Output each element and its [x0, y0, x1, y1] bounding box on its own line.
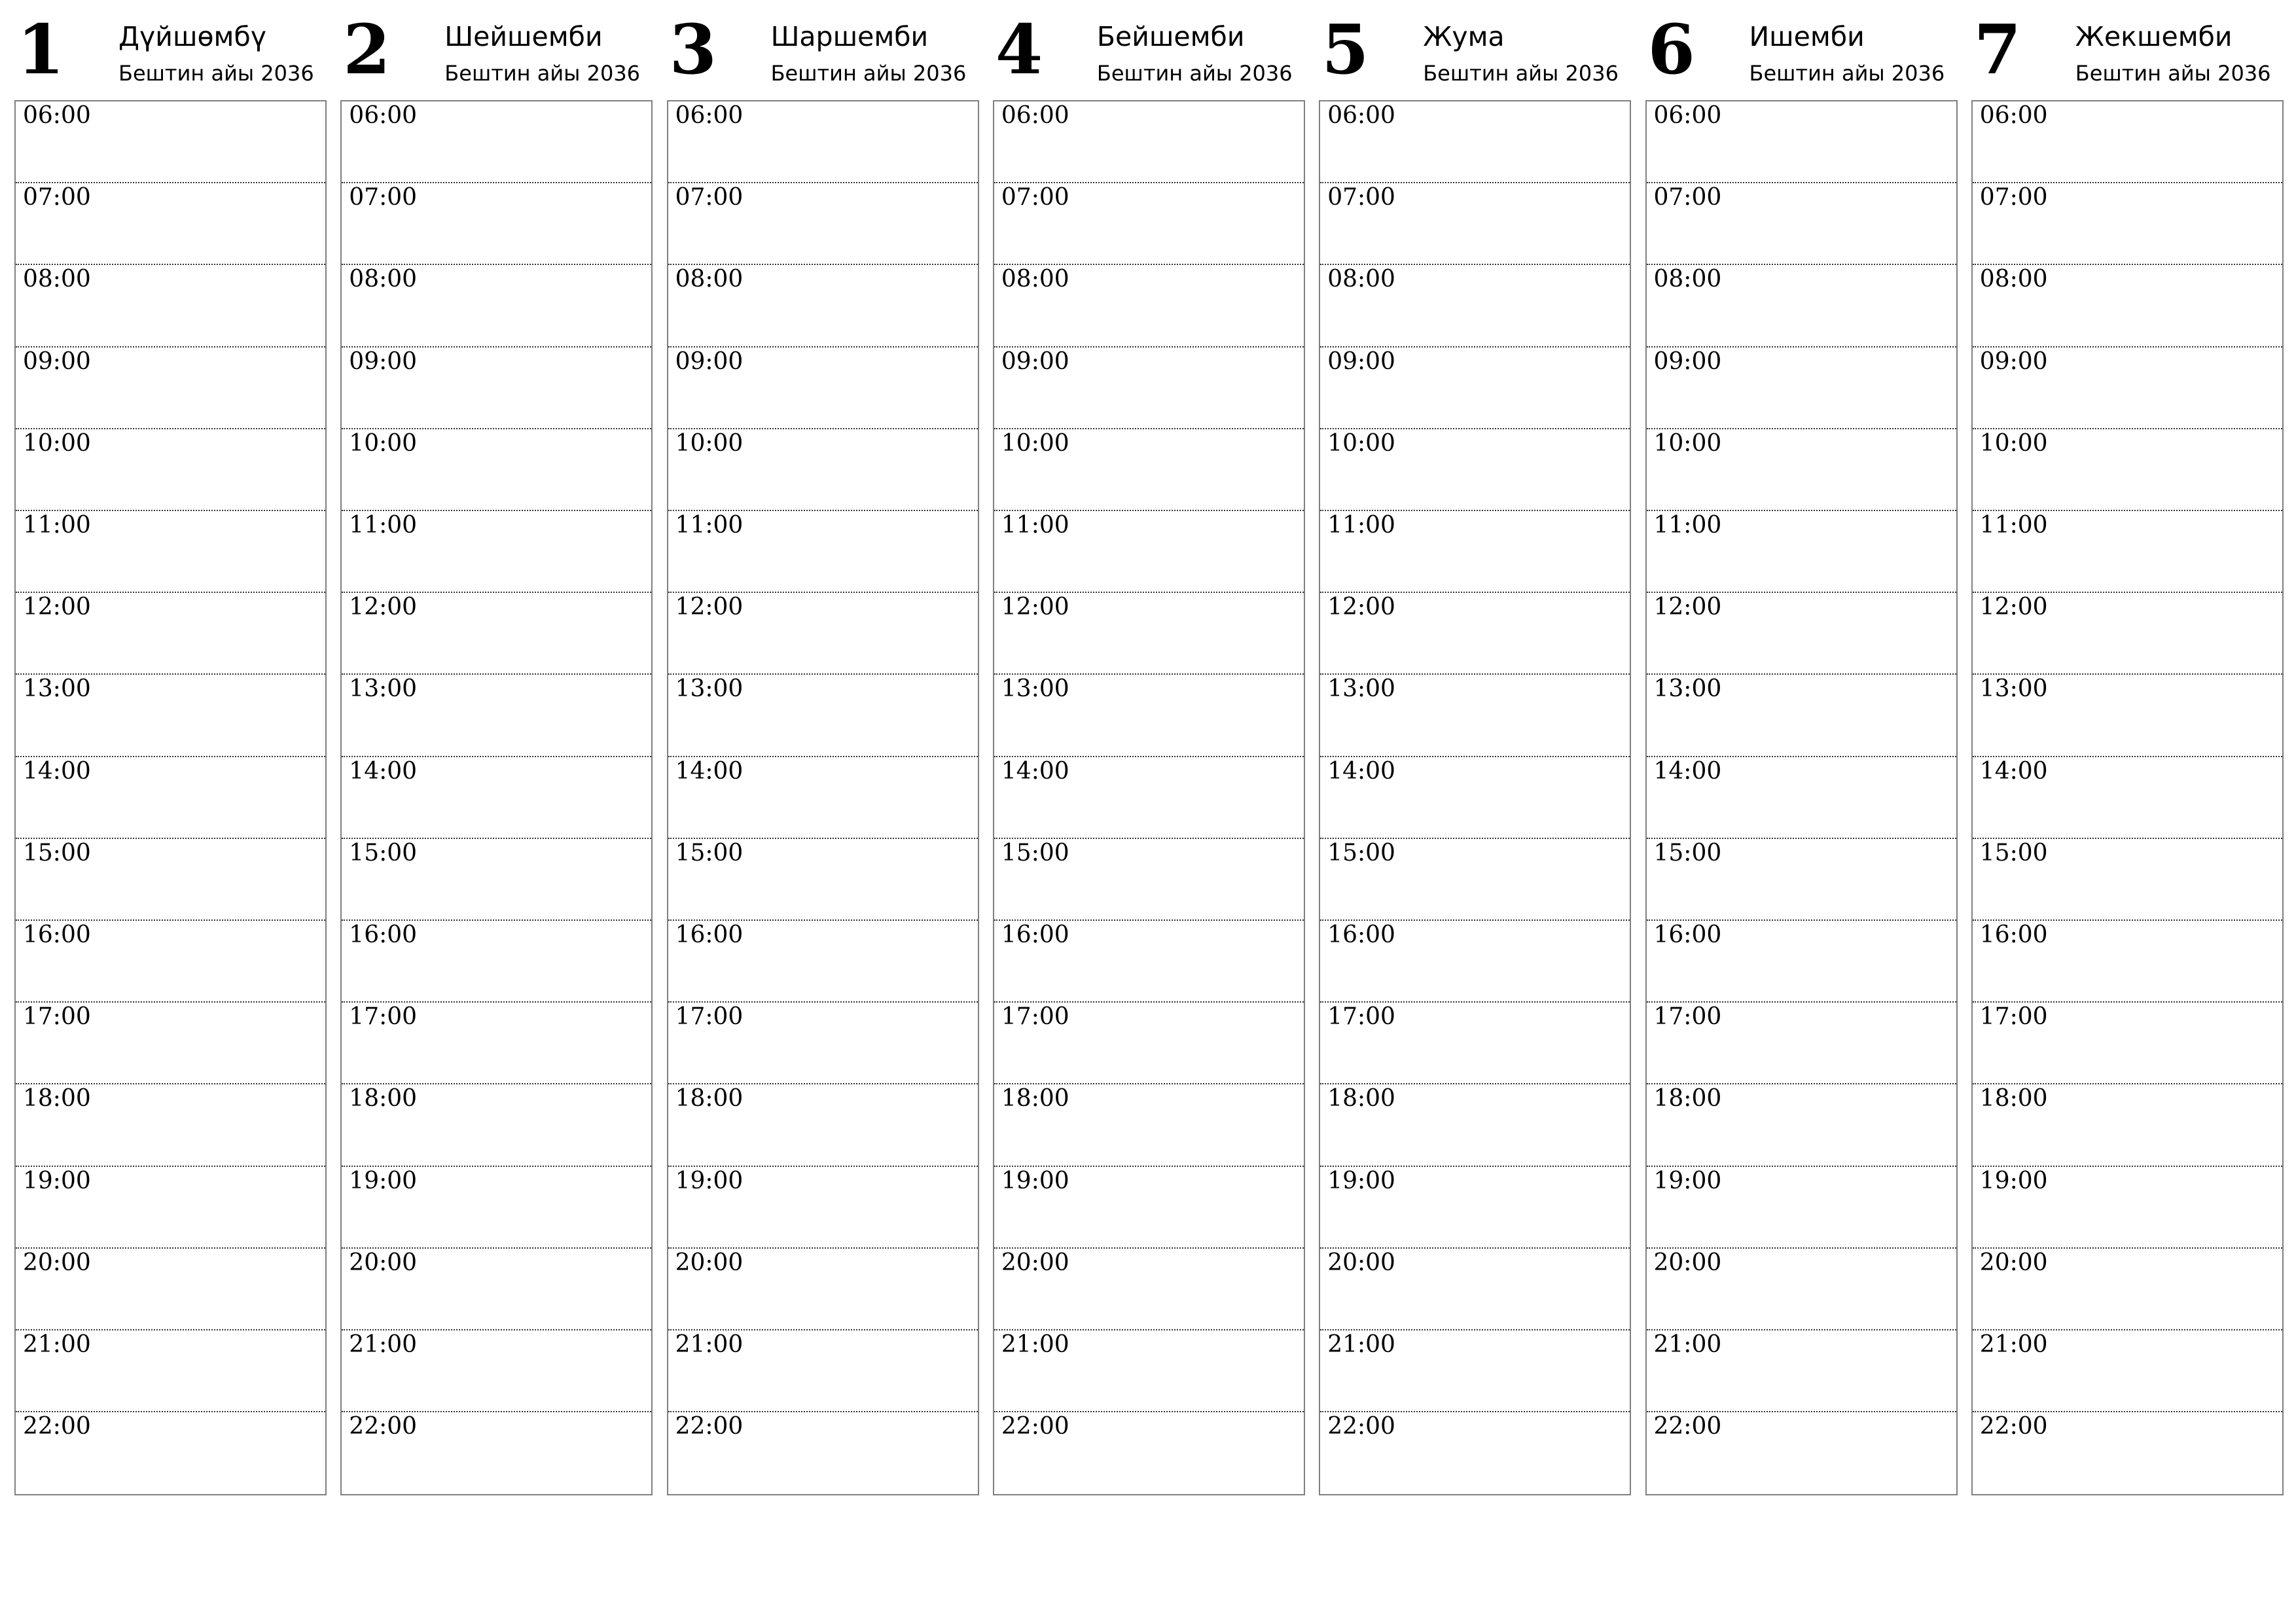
time-label: 09:00 [349, 348, 418, 375]
time-slot[interactable] [1320, 429, 1630, 511]
time-slot[interactable] [16, 921, 325, 1003]
time-slot[interactable] [1647, 1330, 1956, 1412]
time-label: 12:00 [349, 594, 418, 621]
time-slot[interactable] [16, 183, 325, 265]
time-slot[interactable] [342, 921, 651, 1003]
time-label: 16:00 [1979, 921, 2048, 948]
day-month-year: Бештин айы 2036 [1423, 61, 1619, 86]
time-slot[interactable] [1320, 265, 1630, 347]
time-label: 15:00 [1653, 839, 1722, 866]
time-label: 10:00 [349, 429, 418, 457]
time-slot[interactable] [668, 429, 978, 511]
time-label: 15:00 [675, 839, 744, 866]
time-label: 22:00 [1979, 1413, 2048, 1440]
time-slot[interactable] [1973, 101, 2282, 183]
time-label: 09:00 [675, 348, 744, 375]
time-label: 06:00 [1979, 102, 2048, 129]
time-label: 13:00 [1001, 675, 1069, 703]
time-label: 06:00 [1001, 102, 1069, 129]
time-label: 18:00 [1001, 1085, 1069, 1113]
time-slot[interactable] [1647, 183, 1956, 265]
time-slot[interactable] [16, 1003, 325, 1084]
time-label: 19:00 [1327, 1167, 1395, 1194]
day-number: 7 [1973, 9, 2022, 90]
time-label: 21:00 [1979, 1331, 2048, 1358]
time-label: 21:00 [1001, 1331, 1069, 1358]
time-slot[interactable] [668, 1167, 978, 1249]
time-label: 08:00 [349, 266, 418, 293]
time-slot[interactable] [668, 757, 978, 839]
time-slot[interactable] [342, 675, 651, 757]
time-label: 06:00 [349, 102, 418, 129]
time-slot[interactable] [1647, 1249, 1956, 1330]
time-slot[interactable] [668, 593, 978, 675]
time-slot[interactable] [668, 1249, 978, 1330]
time-label: 19:00 [349, 1167, 418, 1194]
time-label: 21:00 [349, 1331, 418, 1358]
time-slot[interactable] [1973, 1003, 2282, 1084]
time-label: 17:00 [1653, 1003, 1722, 1031]
time-slot[interactable] [994, 265, 1304, 347]
time-label: 17:00 [349, 1003, 418, 1031]
time-slot[interactable] [1973, 511, 2282, 593]
time-slot[interactable] [994, 1167, 1304, 1249]
day-month-year: Бештин айы 2036 [444, 61, 641, 86]
time-label: 14:00 [1001, 757, 1069, 785]
time-label: 12:00 [1001, 594, 1069, 621]
time-slot[interactable] [1647, 1412, 1956, 1494]
time-slot[interactable] [994, 101, 1304, 183]
time-label: 17:00 [23, 1003, 91, 1031]
time-slot[interactable] [16, 511, 325, 593]
time-label: 06:00 [675, 102, 744, 129]
time-label: 07:00 [1327, 184, 1395, 211]
time-label: 08:00 [1327, 266, 1395, 293]
time-slot[interactable] [1320, 511, 1630, 593]
day-schedule-box [1645, 100, 1958, 1495]
time-label: 11:00 [23, 512, 91, 539]
time-slot[interactable] [668, 511, 978, 593]
time-label: 10:00 [23, 429, 91, 457]
time-slot[interactable] [1647, 265, 1956, 347]
time-slot[interactable] [16, 429, 325, 511]
time-label: 15:00 [1001, 839, 1069, 866]
time-label: 20:00 [675, 1249, 744, 1276]
time-label: 09:00 [1327, 348, 1395, 375]
day-column [340, 0, 653, 1499]
time-slot[interactable] [1320, 1003, 1630, 1084]
time-label: 16:00 [1001, 921, 1069, 948]
time-slot[interactable] [16, 101, 325, 183]
time-label: 10:00 [1653, 429, 1722, 457]
time-slot[interactable] [1320, 839, 1630, 921]
time-slot[interactable] [342, 265, 651, 347]
time-slot[interactable] [1320, 348, 1630, 429]
day-number: 4 [995, 9, 1043, 90]
time-slot[interactable] [1973, 429, 2282, 511]
day-number: 6 [1647, 9, 1695, 90]
time-label: 20:00 [23, 1249, 91, 1276]
day-schedule-box [1971, 100, 2284, 1495]
time-label: 08:00 [1001, 266, 1069, 293]
time-label: 21:00 [675, 1331, 744, 1358]
time-slot[interactable] [1320, 921, 1630, 1003]
time-slot[interactable] [1973, 757, 2282, 839]
time-slot[interactable] [1973, 1167, 2282, 1249]
time-slot[interactable] [1647, 1084, 1956, 1166]
day-name: Бейшемби [1096, 21, 1245, 52]
time-label: 10:00 [1001, 429, 1069, 457]
time-label: 07:00 [349, 184, 418, 211]
time-slot[interactable] [16, 839, 325, 921]
day-schedule-box [340, 100, 653, 1495]
time-label: 19:00 [1979, 1167, 2048, 1194]
day-name: Ишемби [1749, 21, 1865, 52]
day-name: Жума [1423, 21, 1505, 52]
time-slot[interactable] [1320, 593, 1630, 675]
time-slot[interactable] [1320, 1084, 1630, 1166]
time-slot[interactable] [1320, 1249, 1630, 1330]
time-slot[interactable] [668, 675, 978, 757]
time-label: 11:00 [1327, 512, 1395, 539]
time-label: 20:00 [1001, 1249, 1069, 1276]
time-slot[interactable] [1647, 1003, 1956, 1084]
time-slot[interactable] [16, 1412, 325, 1494]
time-label: 15:00 [349, 839, 418, 866]
day-schedule-box [1319, 100, 1631, 1495]
time-label: 19:00 [23, 1167, 91, 1194]
day-column [993, 0, 1305, 1499]
time-slot[interactable] [342, 1249, 651, 1330]
time-slot[interactable] [342, 839, 651, 921]
time-slot[interactable] [16, 1167, 325, 1249]
time-label: 16:00 [1653, 921, 1722, 948]
time-slot[interactable] [994, 1330, 1304, 1412]
time-slot[interactable] [1647, 429, 1956, 511]
time-label: 07:00 [1653, 184, 1722, 211]
time-slot[interactable] [342, 757, 651, 839]
time-slot[interactable] [994, 348, 1304, 429]
time-label: 18:00 [1653, 1085, 1722, 1113]
time-label: 07:00 [1001, 184, 1069, 211]
time-label: 11:00 [1653, 512, 1722, 539]
time-label: 14:00 [1653, 757, 1722, 785]
time-slot[interactable] [1973, 265, 2282, 347]
time-slot[interactable] [994, 1084, 1304, 1166]
time-label: 09:00 [23, 348, 91, 375]
time-slot[interactable] [994, 593, 1304, 675]
time-slot[interactable] [342, 511, 651, 593]
time-label: 19:00 [675, 1167, 744, 1194]
time-label: 09:00 [1979, 348, 2048, 375]
time-label: 22:00 [675, 1413, 744, 1440]
time-label: 14:00 [23, 757, 91, 785]
time-slot[interactable] [16, 1084, 325, 1166]
time-slot[interactable] [994, 839, 1304, 921]
time-slot[interactable] [1973, 1412, 2282, 1494]
time-label: 21:00 [23, 1331, 91, 1358]
time-slot[interactable] [668, 183, 978, 265]
time-label: 10:00 [1327, 429, 1395, 457]
time-label: 20:00 [349, 1249, 418, 1276]
day-month-year: Бештин айы 2036 [770, 61, 967, 86]
time-slot[interactable] [1973, 839, 2282, 921]
time-slot[interactable] [668, 1330, 978, 1412]
time-slot[interactable] [668, 348, 978, 429]
time-slot[interactable] [16, 675, 325, 757]
day-number: 5 [1321, 9, 1369, 90]
time-label: 07:00 [1979, 184, 2048, 211]
time-label: 20:00 [1327, 1249, 1395, 1276]
time-label: 19:00 [1001, 1167, 1069, 1194]
time-slot[interactable] [1647, 511, 1956, 593]
time-label: 08:00 [23, 266, 91, 293]
time-slot[interactable] [16, 1330, 325, 1412]
time-label: 18:00 [23, 1085, 91, 1113]
time-label: 08:00 [675, 266, 744, 293]
time-label: 17:00 [1979, 1003, 2048, 1031]
time-label: 22:00 [349, 1413, 418, 1440]
time-label: 14:00 [1979, 757, 2048, 785]
time-slot[interactable] [994, 1249, 1304, 1330]
time-slot[interactable] [1320, 1412, 1630, 1494]
time-label: 11:00 [1979, 512, 2048, 539]
time-slot[interactable] [1320, 675, 1630, 757]
time-slot[interactable] [1647, 593, 1956, 675]
day-name: Жекшемби [2075, 21, 2233, 52]
time-label: 12:00 [675, 594, 744, 621]
time-label: 08:00 [1979, 266, 2048, 293]
time-label: 18:00 [1327, 1085, 1395, 1113]
time-label: 07:00 [675, 184, 744, 211]
day-schedule-box [993, 100, 1305, 1495]
time-label: 18:00 [349, 1085, 418, 1113]
time-label: 06:00 [1653, 102, 1722, 129]
time-slot[interactable] [994, 429, 1304, 511]
time-slot[interactable] [16, 593, 325, 675]
day-month-year: Бештин айы 2036 [1749, 61, 1945, 86]
time-slot[interactable] [668, 101, 978, 183]
time-slot[interactable] [342, 593, 651, 675]
time-label: 07:00 [23, 184, 91, 211]
time-label: 16:00 [1327, 921, 1395, 948]
time-label: 15:00 [1327, 839, 1395, 866]
day-column [14, 0, 327, 1499]
time-label: 15:00 [1979, 839, 2048, 866]
time-slot[interactable] [668, 1003, 978, 1084]
day-month-year: Бештин айы 2036 [1096, 61, 1293, 86]
time-label: 16:00 [23, 921, 91, 948]
time-slot[interactable] [1973, 1249, 2282, 1330]
time-label: 22:00 [1653, 1413, 1722, 1440]
time-label: 06:00 [1327, 102, 1395, 129]
time-label: 21:00 [1653, 1331, 1722, 1358]
day-number: 1 [17, 9, 65, 90]
time-slot[interactable] [342, 1003, 651, 1084]
time-slot[interactable] [668, 839, 978, 921]
time-label: 11:00 [675, 512, 744, 539]
time-slot[interactable] [1320, 1167, 1630, 1249]
time-label: 11:00 [349, 512, 418, 539]
time-slot[interactable] [1647, 757, 1956, 839]
time-label: 22:00 [1001, 1413, 1069, 1440]
time-slot[interactable] [1973, 183, 2282, 265]
time-slot[interactable] [1647, 1167, 1956, 1249]
time-slot[interactable] [342, 1167, 651, 1249]
time-slot[interactable] [1320, 183, 1630, 265]
time-slot[interactable] [1973, 348, 2282, 429]
time-slot[interactable] [994, 675, 1304, 757]
time-label: 12:00 [23, 594, 91, 621]
time-slot[interactable] [994, 757, 1304, 839]
day-column [1319, 0, 1631, 1499]
time-label: 14:00 [349, 757, 418, 785]
time-slot[interactable] [16, 1249, 325, 1330]
time-slot[interactable] [994, 921, 1304, 1003]
time-label: 13:00 [1327, 675, 1395, 703]
time-slot[interactable] [1973, 921, 2282, 1003]
day-name: Шаршемби [770, 21, 929, 52]
time-label: 15:00 [23, 839, 91, 866]
time-label: 09:00 [1001, 348, 1069, 375]
time-label: 17:00 [675, 1003, 744, 1031]
time-label: 09:00 [1653, 348, 1722, 375]
time-label: 14:00 [675, 757, 744, 785]
time-label: 22:00 [23, 1413, 91, 1440]
time-label: 13:00 [23, 675, 91, 703]
time-label: 19:00 [1653, 1167, 1722, 1194]
time-slot[interactable] [668, 1084, 978, 1166]
time-label: 13:00 [675, 675, 744, 703]
time-slot[interactable] [1647, 348, 1956, 429]
time-slot[interactable] [342, 183, 651, 265]
time-label: 14:00 [1327, 757, 1395, 785]
time-label: 11:00 [1001, 512, 1069, 539]
time-label: 16:00 [675, 921, 744, 948]
time-slot[interactable] [1647, 101, 1956, 183]
day-month-year: Бештин айы 2036 [118, 61, 314, 86]
time-slot[interactable] [16, 265, 325, 347]
day-name: Шейшемби [444, 21, 603, 52]
time-slot[interactable] [994, 1412, 1304, 1494]
time-slot[interactable] [1320, 1330, 1630, 1412]
time-slot[interactable] [342, 1330, 651, 1412]
time-label: 08:00 [1653, 266, 1722, 293]
time-label: 10:00 [675, 429, 744, 457]
time-label: 17:00 [1327, 1003, 1395, 1031]
time-label: 17:00 [1001, 1003, 1069, 1031]
day-schedule-box [667, 100, 979, 1495]
time-label: 20:00 [1979, 1249, 2048, 1276]
time-slot[interactable] [994, 511, 1304, 593]
time-label: 13:00 [1653, 675, 1722, 703]
time-slot[interactable] [1647, 921, 1956, 1003]
day-month-year: Бештин айы 2036 [2075, 61, 2271, 86]
time-label: 10:00 [1979, 429, 2048, 457]
time-slot[interactable] [342, 429, 651, 511]
time-label: 12:00 [1327, 594, 1395, 621]
time-slot[interactable] [1973, 593, 2282, 675]
time-slot[interactable] [668, 265, 978, 347]
time-slot[interactable] [994, 1003, 1304, 1084]
time-label: 18:00 [675, 1085, 744, 1113]
time-slot[interactable] [1320, 101, 1630, 183]
time-label: 16:00 [349, 921, 418, 948]
time-slot[interactable] [16, 348, 325, 429]
time-slot[interactable] [342, 1412, 651, 1494]
time-slot[interactable] [668, 1412, 978, 1494]
time-label: 13:00 [349, 675, 418, 703]
time-label: 12:00 [1979, 594, 2048, 621]
time-slot[interactable] [1647, 839, 1956, 921]
day-column [667, 0, 979, 1499]
time-label: 06:00 [23, 102, 91, 129]
day-number: 2 [343, 9, 391, 90]
time-label: 20:00 [1653, 1249, 1722, 1276]
day-number: 3 [669, 9, 717, 90]
time-slot[interactable] [668, 921, 978, 1003]
day-column [1645, 0, 1958, 1499]
time-label: 13:00 [1979, 675, 2048, 703]
time-slot[interactable] [1320, 757, 1630, 839]
time-slot[interactable] [1973, 675, 2282, 757]
time-label: 22:00 [1327, 1413, 1395, 1440]
time-slot[interactable] [1973, 1084, 2282, 1166]
time-slot[interactable] [1647, 675, 1956, 757]
time-label: 21:00 [1327, 1331, 1395, 1358]
time-slot[interactable] [342, 1084, 651, 1166]
time-label: 18:00 [1979, 1085, 2048, 1113]
time-slot[interactable] [1973, 1330, 2282, 1412]
time-slot[interactable] [994, 183, 1304, 265]
time-label: 12:00 [1653, 594, 1722, 621]
time-slot[interactable] [16, 757, 325, 839]
time-slot[interactable] [342, 348, 651, 429]
day-schedule-box [14, 100, 327, 1495]
time-slot[interactable] [342, 101, 651, 183]
day-column [1971, 0, 2284, 1499]
day-name: Дүйшөмбү [118, 21, 267, 52]
